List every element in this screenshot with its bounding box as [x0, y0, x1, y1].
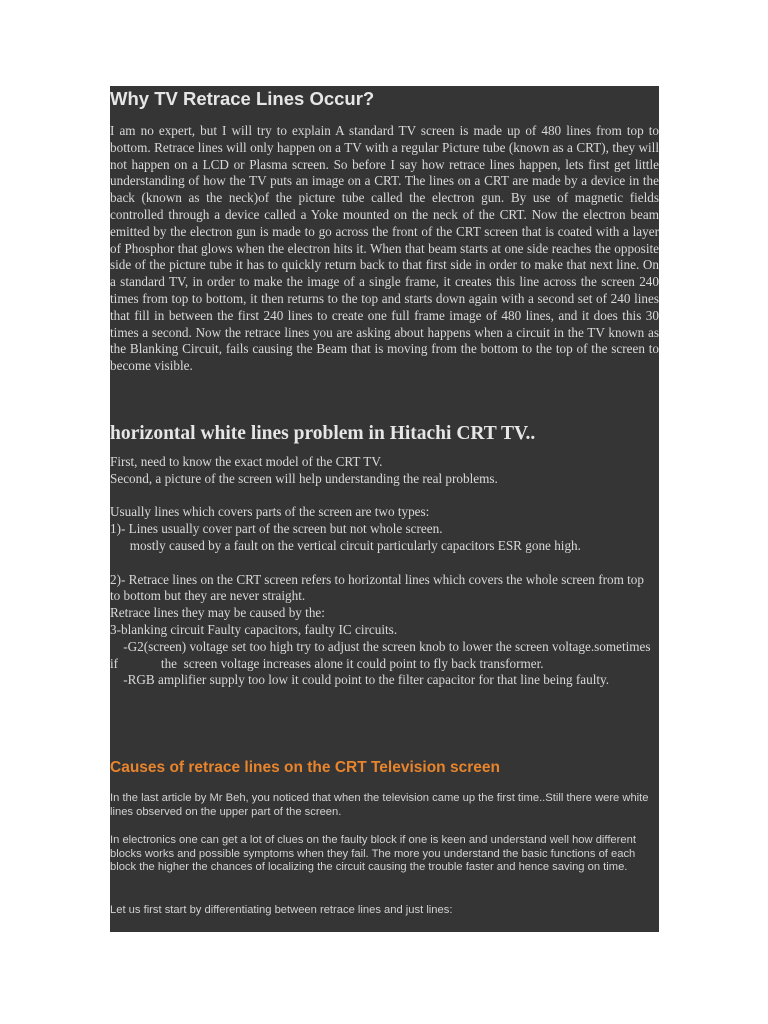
heading-causes-retrace-lines: Causes of retrace lines on the CRT Television screen [110, 759, 500, 776]
text-line [110, 488, 659, 505]
heading-hitachi-white-lines: horizontal white lines problem in Hitachi CRT TV.. [110, 423, 536, 444]
text-line [110, 555, 659, 572]
text-line: 2)- Retrace lines on the CRT screen refers to horizontal lines which covers the whole screen from top to bottom but they are never straight. [110, 571, 697, 604]
heading-why-retrace-lines: Why TV Retrace Lines Occur? [110, 88, 375, 109]
paragraph-last-article: In the last article by Mr Beh, you noticed that when the television came up the first time..Still there were white lines observed on the upper part of the screen. [110, 792, 649, 818]
text-line: -G2(screen) voltage set too high try to adjust the screen knob to lower the screen voltage.sometimes if the screen voltage increases alone it could point to fly back transformer. [110, 638, 654, 671]
text-line: First, need to know the exact model of the CRT TV. [110, 454, 383, 469]
paragraph-retrace-explanation: I am no expert, but I will try to explain A standard TV screen is made up of 480 lines from top to bottom. Retrace lines will only happen on a TV with a regular Picture tube (known as a CRT), they will not happen on a LCD or Plasma screen. So before I say how retrace lines happen, lets first get little understanding of how the TV puts an image on a CRT. The lines on a CRT are made by a device in the back (known as the neck)of the picture tube called the electron gun. By use of magnetic fields controlled through a device called a Yoke mounted on the neck of the CRT. Now the electron beam emitted by the electron gun is made to go across the front of the CRT screen that is coated with a layer of Phosphor that glows when the electron hits it. When that beam starts at one side reaches the opposite side of the picture tube it has to quickly return back to that first side in order to make that next line. On a standard TV, in order to make the image of a single frame, it creates this line across the screen 240 times from top to bottom, it then returns to the top and starts down again with a second set of 240 lines that fill in between the first 240 lines to create one full frame image of 480 lines, and it does this 30 times a second. Now the retrace lines you are asking about happens when a circuit in the TV known as the Blanking Circuit, fails causing the Beam that is moving from the bottom to the top of the screen to become visible. [110, 123, 659, 374]
paragraph-electronics-clues: In electronics one can get a lot of clues on the faulty block if one is keen and understand well how different blocks works and possible symptoms when they fail. The more you understand the basic functions of each block the higher the chances of localizing the circuit causing the trouble faster and hence saving on time. [110, 834, 636, 874]
paragraph-hitachi-answer [110, 454, 697, 689]
paragraph-differentiating: Let us first start by differentiating between retrace lines and just lines: [110, 904, 453, 916]
text-line: Retrace lines they may be caused by the: [110, 605, 325, 621]
text-line: -RGB amplifier supply too low it could point to the filter capacitor for that line being faulty. [110, 672, 610, 688]
text-line: mostly caused by a fault on the vertical circuit particularly capacitors ESR gone high. [110, 537, 581, 553]
text-line: 1)- Lines usually cover part of the screen but not whole screen. [110, 521, 443, 537]
text-line: 3-blanking circuit Faulty capacitors, faulty IC circuits. [110, 621, 398, 637]
text-line: Usually lines which covers parts of the screen are two types: [110, 504, 430, 520]
article-panel [110, 86, 697, 932]
text-line: Second, a picture of the screen will help understanding the real problems. [110, 470, 498, 486]
